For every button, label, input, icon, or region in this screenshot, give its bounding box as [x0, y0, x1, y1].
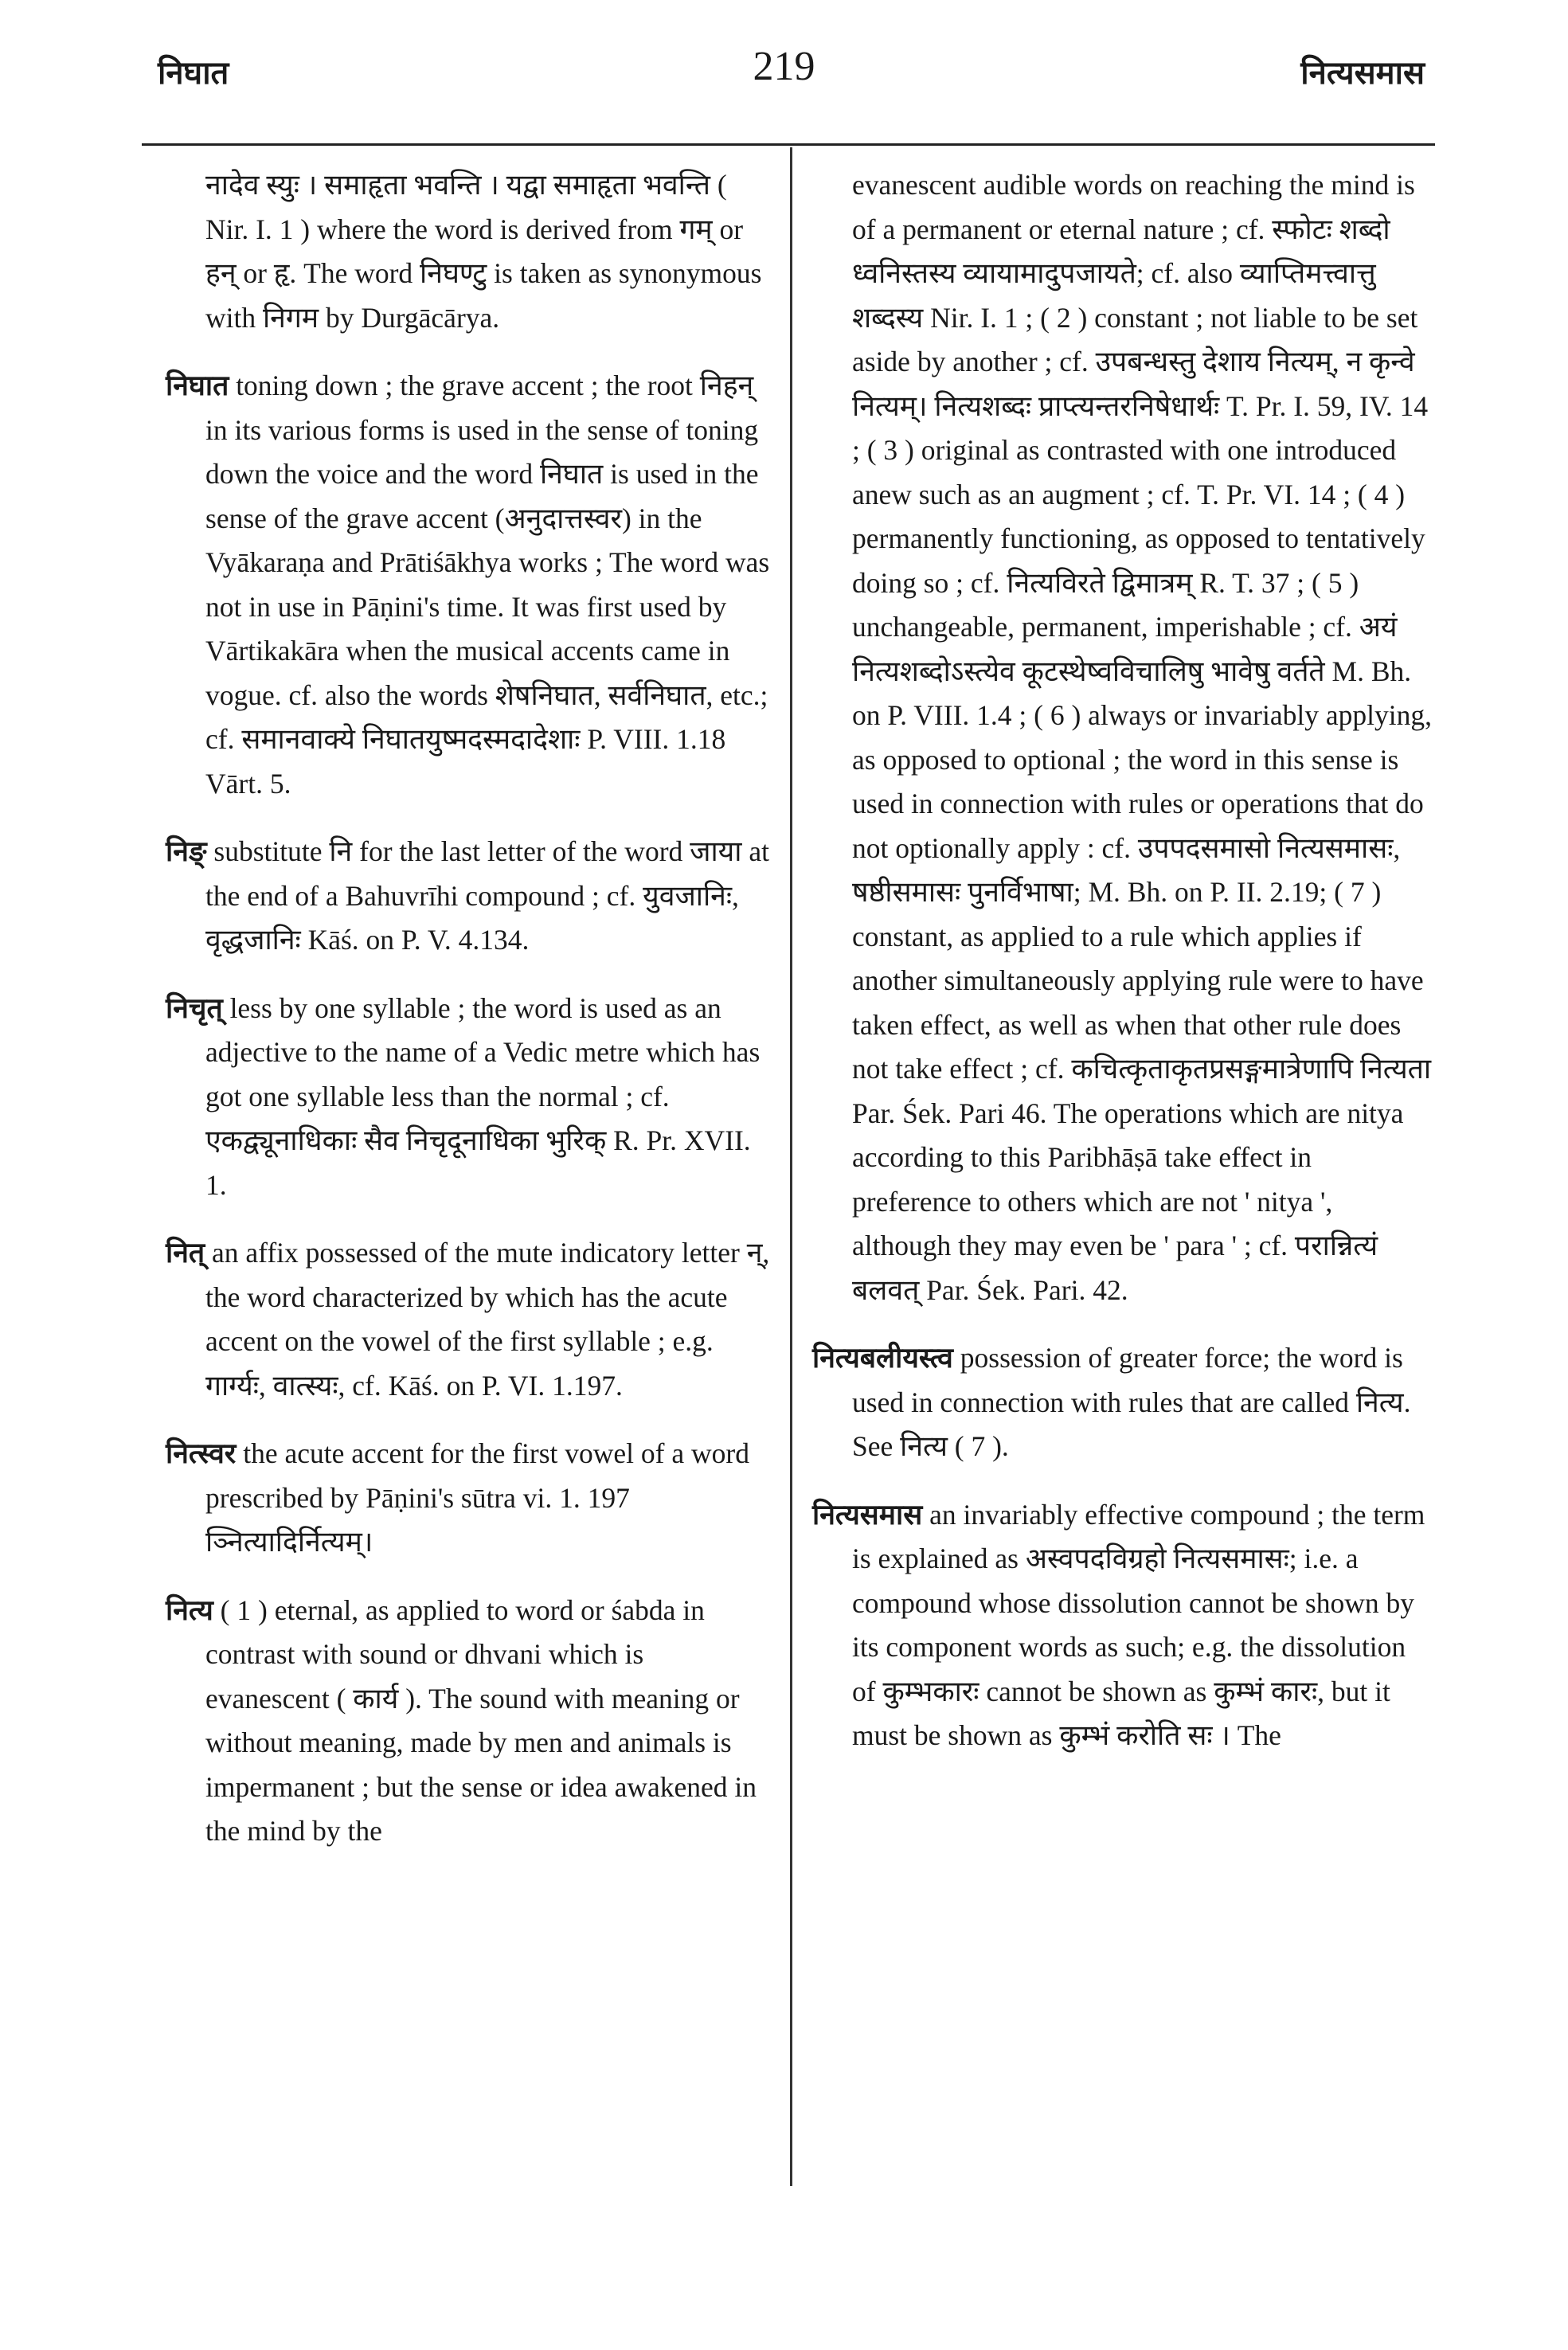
entry-text: less by one syllable ; the word is used as an adjective to the name of a Vedic metre which has got one syllable less than the normal ; cf. एकद्व्यूनाधिकाः सैव निचृदूनाधिका भुरिक् R. Pr. XVII. 1. [205, 991, 761, 1201]
page-number: 219 [753, 44, 815, 89]
column-divider [790, 147, 792, 2186]
dictionary-entry [166, 987, 771, 1208]
entry-text: an invariably effective compound ; the term is explained as अस्वपदविग्रहो नित्यसमासः; i.e. a compound whose dissolution cannot be shown by its component words as such; e.g. the dissolution of कुम्भकारः cannot be shown as कुम्भं कारः, but it must be shown as कुम्भं करोति सः । The [852, 1498, 1425, 1751]
dictionary-entry [812, 1493, 1433, 1758]
right-column [812, 163, 1433, 1782]
entry-text: ( 1 ) eternal, as applied to word or śabda in contrast with sound or dhvani which is evanescent ( कार्य ). The sound with meaning or without meaning, made by men and animals is impermanent ; but the sense or idea awakened in the mind by the [205, 1593, 757, 1847]
entry-headword: निङ् [166, 835, 207, 867]
dictionary-entry [166, 1231, 771, 1408]
dictionary-entry [812, 1336, 1433, 1469]
header-left-guide-word: निघात [158, 54, 229, 92]
entry-text: substitute नि for the last letter of the word जाया at the end of a Bahuvrīhi compound ; cf. युवजानिः, वृद्धजानिः Kāś. on P. V. 4.134. [205, 835, 769, 956]
entry-headword: नित्य [166, 1593, 213, 1626]
entry-text: possession of greater force; the word is used in connection with rules that are called नित्य. See नित्य ( 7 ). [852, 1342, 1411, 1462]
entry-headword: नित्स्वर [166, 1437, 237, 1469]
entry-text: नादेव स्युः । समाहृता भवन्ति । यद्वा समाहृता भवन्ति ( Nir. I. 1 ) where the word is derived from गम् or हन् or हृ. The word निघण्टु is taken as synonymous with निगम by Durgācārya. [205, 169, 762, 334]
entry-headword: नित्यसमास [812, 1498, 923, 1531]
dictionary-entry [166, 830, 771, 963]
entry-headword: निघात [166, 370, 229, 401]
header-rule [142, 143, 1435, 146]
entry-headword: निचृत् [166, 991, 223, 1024]
dictionary-entry [166, 1432, 771, 1565]
left-column [166, 163, 771, 1878]
entry-text: the acute accent for the first vowel of a word prescribed by Pāṇini's sūtra vi. 1. 197 ञ्नित्यादिर्नित्यम्। [205, 1437, 749, 1558]
entry-headword: नित्यबलीयस्त्व [812, 1342, 953, 1374]
entry-text: an affix possessed of the mute indicatory letter न्, the word characterized by which has the acute accent on the vowel of the first syllable ; e.g. गार्ग्यः, वात्स्यः, cf. Kāś. on P. VI. 1.197. [205, 1237, 770, 1402]
entry-text: toning down ; the grave accent ; the root निहन् in its various forms is used in the sense of toning down the voice and the word निघात is used in the sense of the grave accent (अनुदात्तस्वर) in the Vyākaraṇa and Prātiśākhya works ; The word was not in use in Pāṇini's time. It was first used by Vārtikakāra when the musical accents came in vogue. cf. also the words शेषनिघात, सर्वनिघात, etc.; cf. समानवाक्ये निघातयुष्मदस्मदादेशाः P. VIII. 1.18 Vārt. 5. [205, 370, 770, 800]
header-right-guide-word: नित्यसमास [1300, 54, 1425, 92]
dictionary-entry [166, 163, 771, 340]
entry-text: evanescent audible words on reaching the mind is of a permanent or eternal nature ; cf. स्फोटः शब्दो ध्वनिस्तस्य व्यायामादुपजायते; cf. also व्याप्तिमत्त्वात्तु शब्दस्य Nir. I. 1 ; ( 2 ) constant ; not liable to be set aside by another ; cf. उपबन्धस्तु देशाय नित्यम्, न कृन्वे नित्यम्। नित्यशब्दः प्राप्त्यन्तरनिषेधार्थः T. Pr. I. 59, IV. 14 ; ( 3 ) original as contrasted with one introduced anew such as an augment ; cf. T. Pr. VI. 14 ; ( 4 ) permanently functioning, as opposed to tentatively doing so ; cf. नित्यविरते द्विमात्रम् R. T. 37 ; ( 5 ) unchangeable, permanent, imperishable ; cf. अयं नित्यशब्दोऽस्त्येव कूटस्थेष्वविचालिषु भावेषु वर्तते M. Bh. on P. VIII. 1.4 ; ( 6 ) always or invariably applying, as opposed to optional ; the word in this sense is used in connection with rules or operations that do not optionally apply : cf. उपपदसमासो नित्यसमासः, षष्ठीसमासः पुनर्विभाषा; M. Bh. on P. II. 2.19; ( 7 ) constant, as applied to a rule which applies if another simultaneously applying rule were to have taken effect, as well as when that other rule does not take effect ; cf. कचित्कृताकृतप्रसङ्गमात्रेणापि नित्यता Par. Śek. Pari 46. The operations which are nitya according to this Paribhāṣā take effect in preference to others which are not ' nitya ', although they may even be ' para ' ; cf. परान्नित्यं बलवत् Par. Śek. Pari. 42. [852, 169, 1432, 1306]
dictionary-entry [166, 364, 771, 806]
dictionary-entry [166, 1589, 771, 1854]
dictionary-entry [812, 163, 1433, 1312]
page-header [0, 44, 1568, 105]
entry-headword: नित् [166, 1237, 205, 1269]
